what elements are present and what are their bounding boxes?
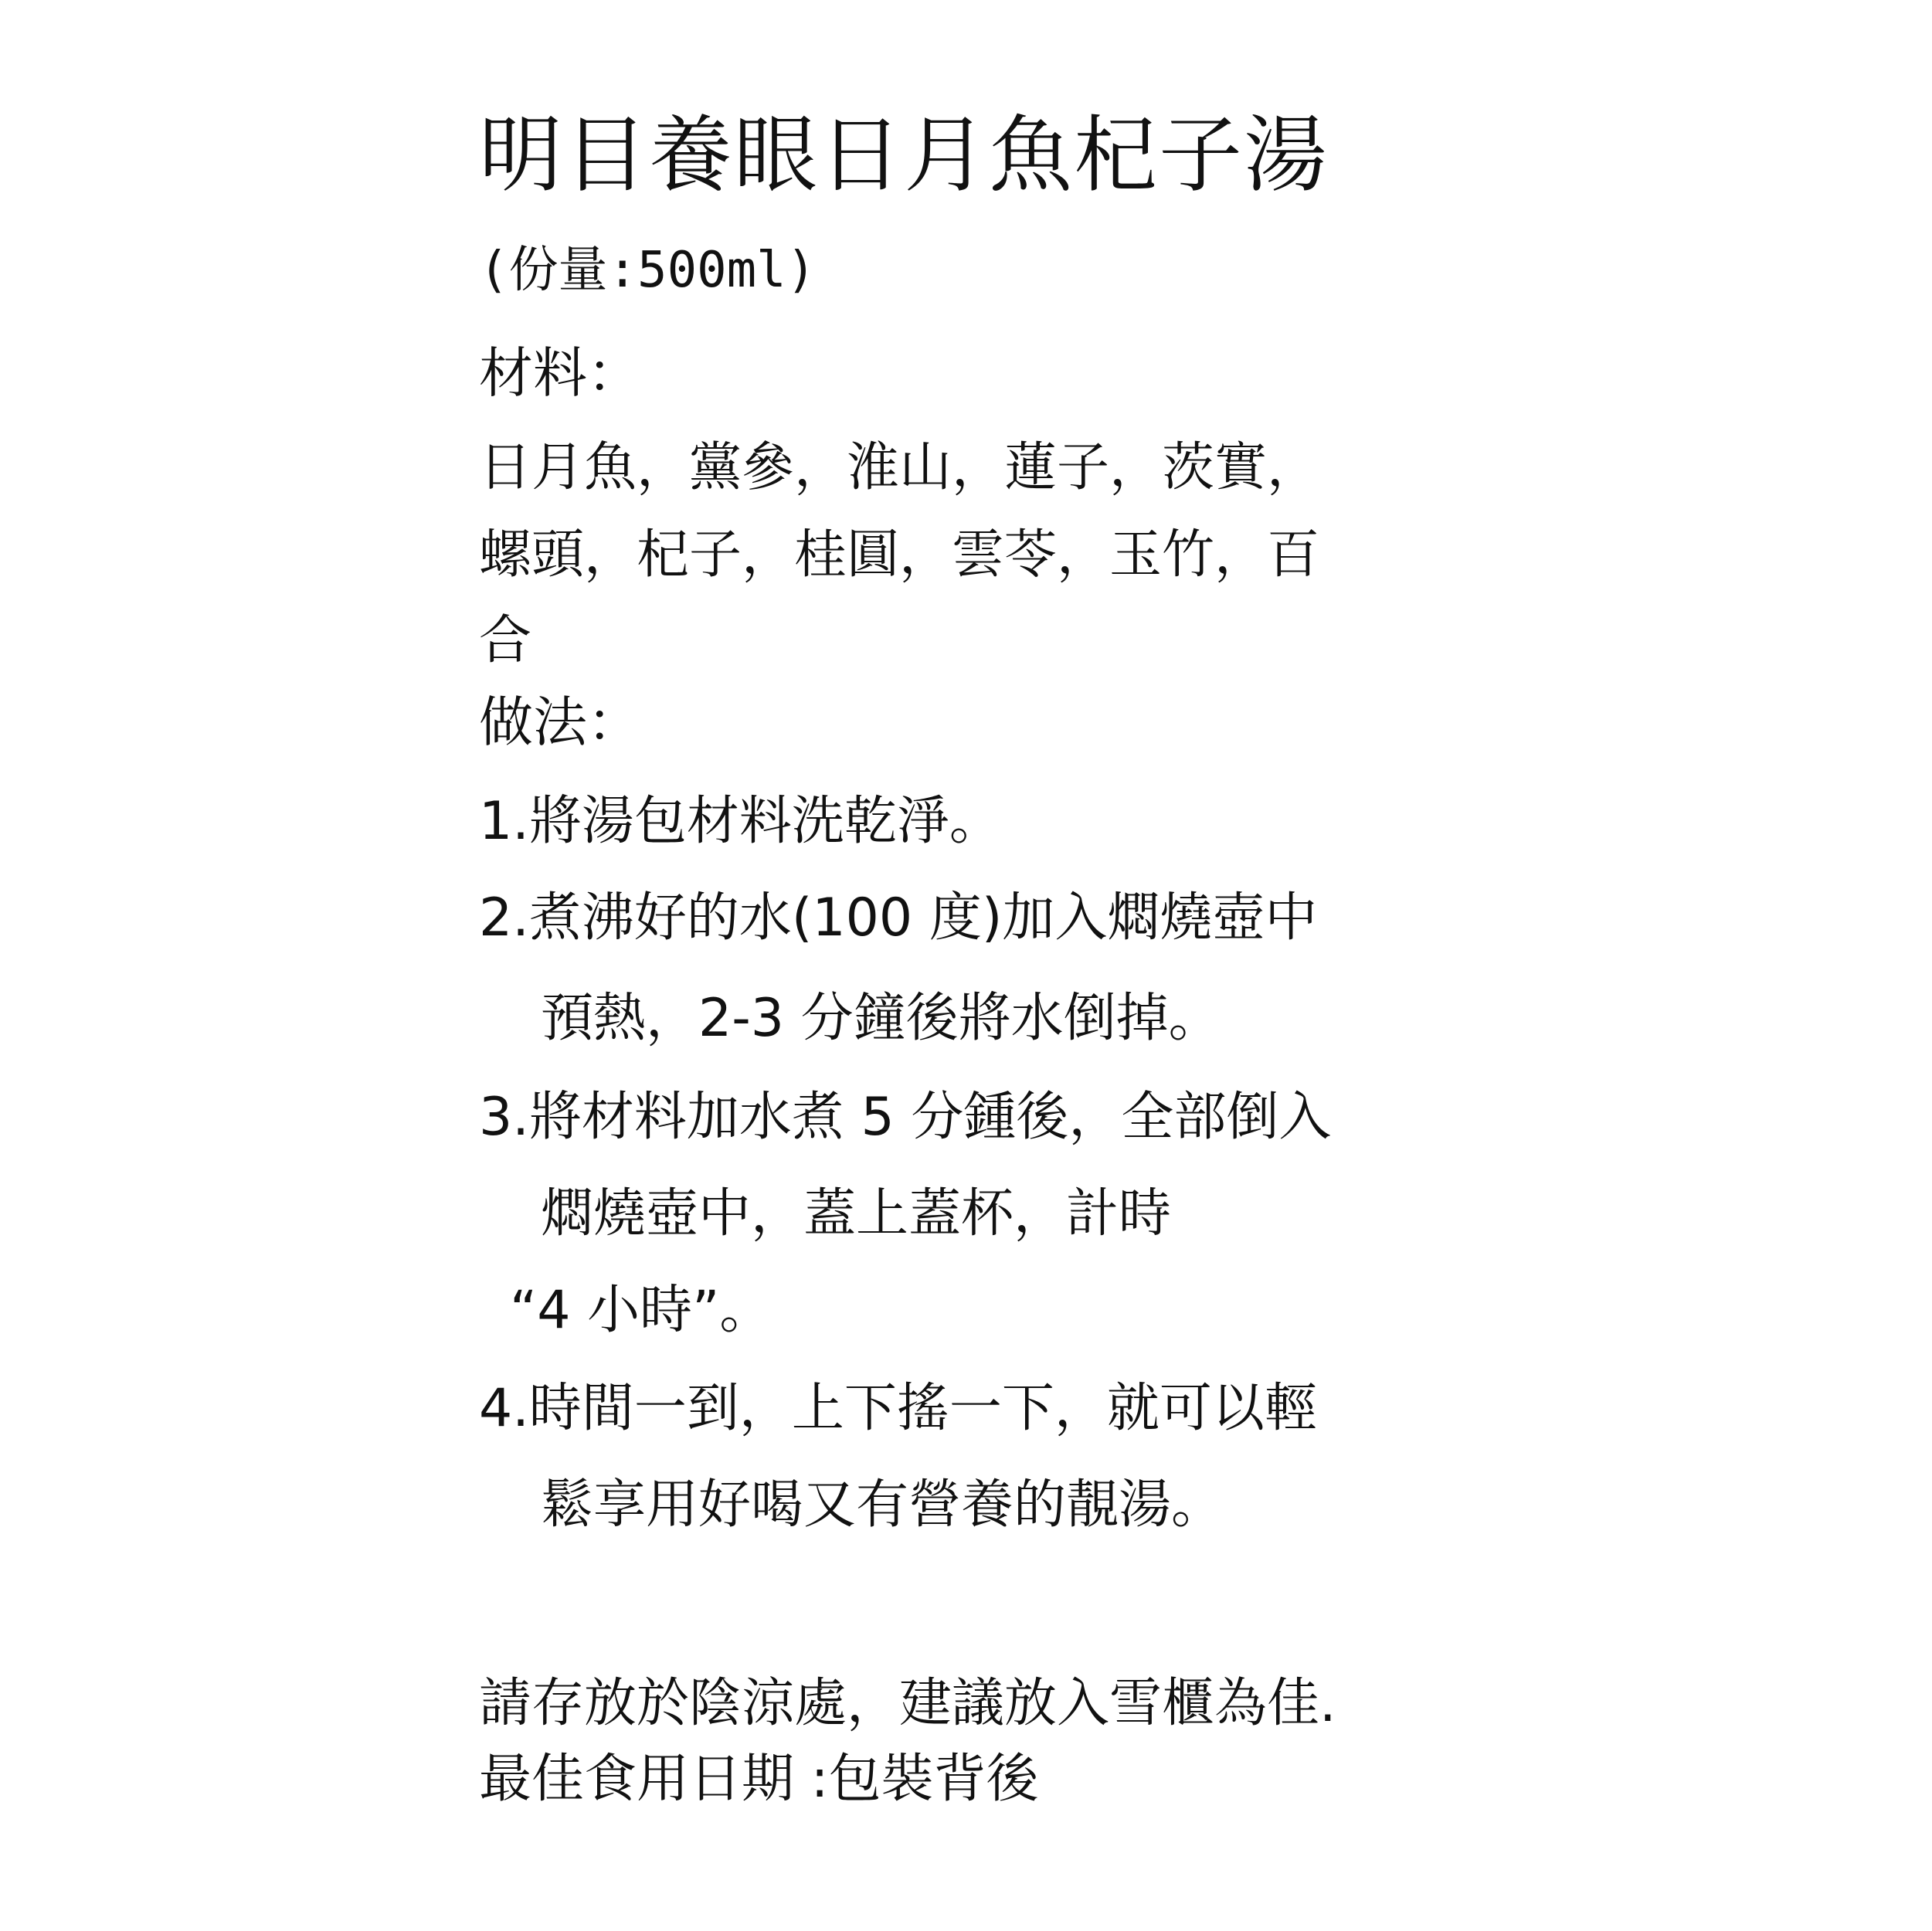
step-3-line-3: “4 小時”。 [510,1280,772,1341]
materials-heading: 材料： [479,341,641,405]
step-4-line-1: 4.時間一到，上下搖一下，就可以輕 [479,1378,1317,1439]
recipe-title: 明目養眼日月魚杞子湯 [479,107,1329,204]
storage-note: 請存放於陰涼處，建議放入雪櫃為佳. [479,1673,1336,1734]
step-2-line-2: 預熱，2-3 分鐘後將水倒掉。 [541,988,1221,1049]
serving-size: (份量:500ml) [479,242,817,299]
step-1: 1.將湯包材料洗乾淨。 [479,791,1002,852]
step-2-line-1: 2.煮沸好的水(100 度)加入燜燒壺中 [479,887,1318,949]
step-3-line-2: 燜燒壺中，蓋上蓋杯，計時 [541,1183,1172,1244]
best-before-note: 最佳食用日期 :包裝背後 [479,1749,1039,1810]
materials-line-3: 合 [479,610,532,671]
step-3-line-1: 3.將材料加水煮 5 分鍾後，全部倒入 [479,1087,1332,1148]
method-heading: 做法： [479,691,641,754]
materials-line-2: 螺頭，杞子，桂圓，雲苓，玉竹，百 [479,524,1320,585]
materials-line-1: 日月魚，黨參，淮山，蓮子，茨實， [479,437,1320,498]
step-4-line-2: 鬆享用好喝又有營養的靚湯。 [541,1475,1224,1536]
